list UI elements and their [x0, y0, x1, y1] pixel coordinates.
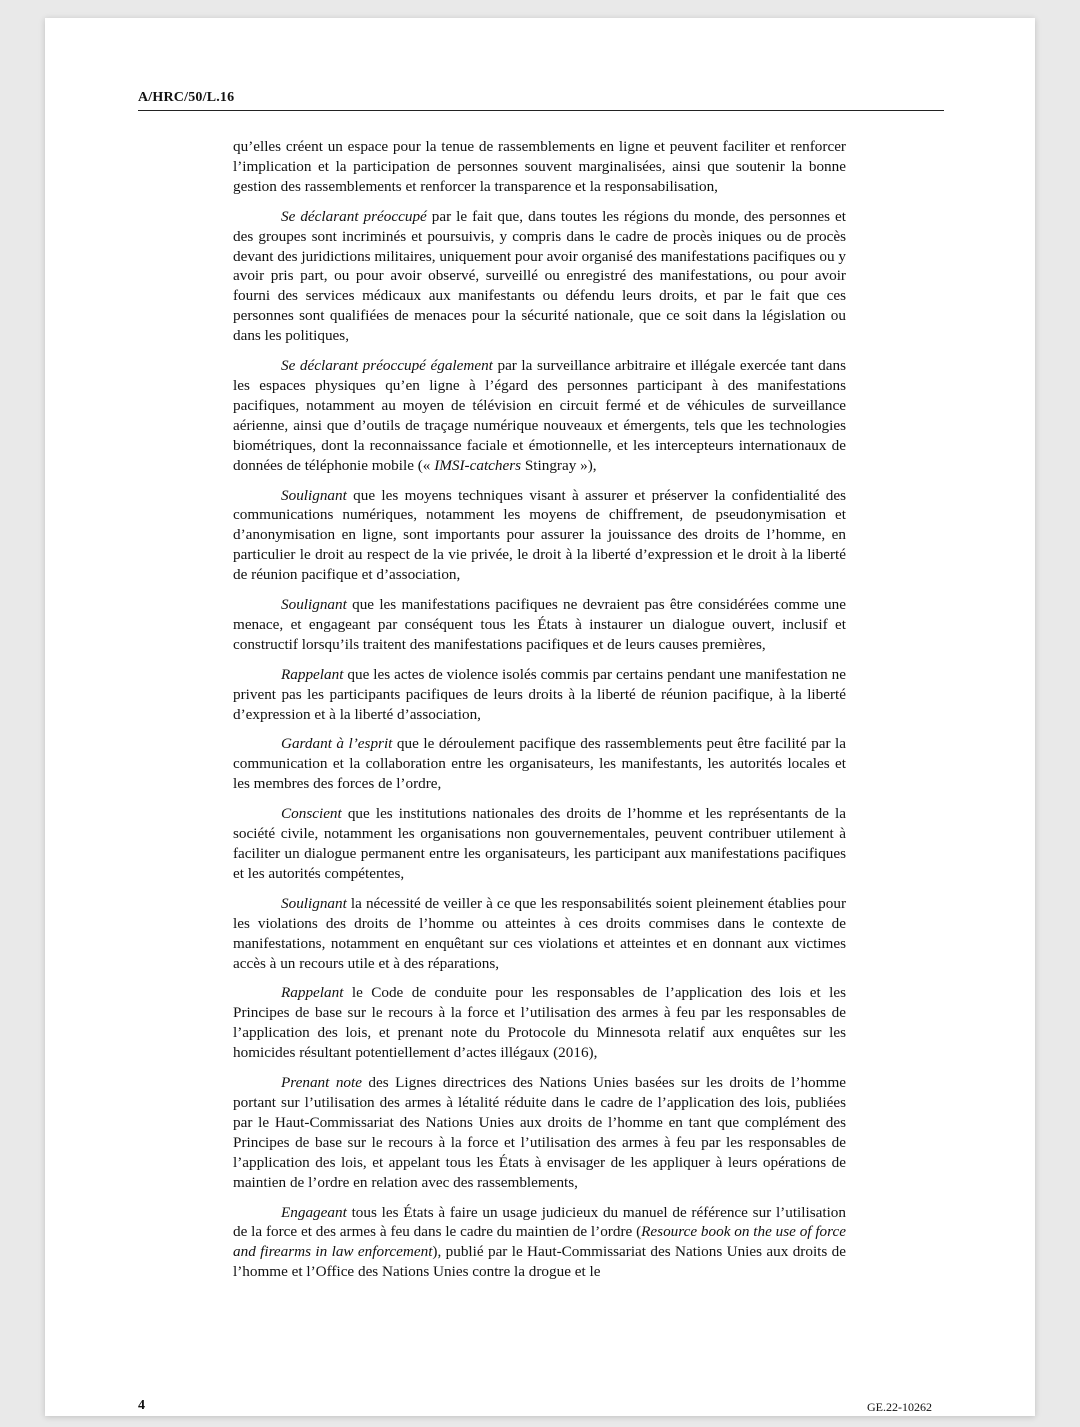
paragraph-text: la nécessité de veiller à ce que les responsabilités soient pleinement établies pour les violations des droits de l’homme ou atteintes à ces droits commises dans le contexte de manifestations, notamment en enquêtant sur ces violations et atteintes et en donnant aux victimes accès à un recours utile et à des réparations,	[233, 894, 846, 972]
document-code: GE.22-10262	[867, 1400, 932, 1414]
paragraph-lead: Conscient	[281, 805, 342, 823]
paragraph-text: par le fait que, dans toutes les régions du monde, des personnes et des groupes sont incriminés et poursuivis, y compris dans le cadre de procès iniques ou de procès devant des juridictions militaires, uniquement pour avoir organisé des manifestations pacifiques ou y avoir pris part, ou pour avoir observé, surveillé ou enregistré des manifestations, ou pour avoir fourni des services médicaux aux manifestants ou défendu leurs droits, et par le fait que ces personnes sont qualifiées de menaces pour la sécurité nationale, que ce soit dans la législation ou dans les politiques,	[233, 207, 846, 345]
paragraph-lead: Prenant note	[281, 1074, 362, 1092]
paragraph-soulignant-responsabilites	[233, 894, 846, 974]
paragraph-italic-term: Resource book on the use of force and firearms in law enforcement	[233, 1223, 846, 1261]
paragraph-rappelant-code-de-conduite	[233, 983, 846, 1063]
paragraph-text: des Lignes directrices des Nations Unies basées sur les droits de l’homme portant sur l’utilisation des armes à létalité réduite dans le cadre de l’application des lois, publiées par le Haut-Commissariat des Nations Unies aux droits de l’homme en tant que complément des Principes de base sur le recours à la force et l’utilisation des armes à feu par les responsables de l’application des lois, et appelant tous les États à envisager de les appliquer à leurs opérations de maintien de l’ordre en relation avec des rassemblements,	[233, 1074, 846, 1191]
paragraph-text: le Code de conduite pour les responsables de l’application des lois et les Principes de base sur le recours à la force et l’utilisation des armes à feu par les responsables de l’application des lois, et prenant note du Protocole du Minnesota relatif aux enquêtes sur les homicides résultant potentiellement d’actes illégaux (2016),	[233, 984, 846, 1062]
paragraph-lead: Se déclarant préoccupé également	[281, 357, 493, 375]
paragraph-se-declarant-preoccupe	[233, 207, 846, 346]
body-text	[233, 137, 846, 1292]
paragraph-prenant-note	[233, 1073, 846, 1192]
document-symbol: A/HRC/50/L.16	[138, 90, 235, 105]
paragraph-text: que le déroulement pacifique des rassemblements peut être facilité par la communication et la collaboration entre les organisateurs, les manifestants, les autorités locales et les membres des forces de l’ordre,	[233, 735, 847, 793]
paragraph-tail: ), publié par le Haut-Commissariat des Nations Unies aux droits de l’homme et l’Office des Nations Unies contre la drogue et le	[233, 1243, 846, 1281]
paragraph-soulignant-confidentialite	[233, 486, 846, 586]
paragraph-se-declarant-preoccupe-egalement	[233, 356, 846, 475]
paragraph-lead: Soulignant	[281, 486, 347, 504]
paragraph-engageant	[233, 1203, 846, 1283]
document-page	[45, 18, 1035, 1416]
paragraph-lead: Engageant	[281, 1203, 347, 1221]
paragraph-text: que les moyens techniques visant à assurer et préserver la confidentialité des communications numériques, notamment les moyens de chiffrement, de pseudonymisation et d’anonymisation en ligne, sont importants pour assurer la jouissance des droits de l’homme, en particulier le droit au respect de la vie privée, le droit à la liberté d’expression et le droit à la liberté de réunion pacifique et d’association,	[233, 486, 846, 584]
paragraph-lead: Se déclarant préoccupé	[281, 207, 427, 225]
paragraph-soulignant-menace	[233, 595, 846, 655]
paragraph-italic-term: IMSI-catchers	[434, 456, 522, 474]
header-rule	[138, 110, 944, 111]
paragraph-conscient	[233, 804, 846, 884]
paragraph-gardant-a-l-esprit	[233, 734, 846, 794]
paragraph-continuation	[233, 137, 846, 197]
paragraph-lead: Rappelant	[281, 984, 344, 1002]
paragraph-text: par la surveillance arbitraire et illégale exercée tant dans les espaces physiques qu’en ligne à l’égard des personnes participant à des manifestations pacifiques, notamment au moyen de télévision en circuit fermé et de véhicules de surveillance aérienne, ainsi que d’outils de traçage numérique nouveaux et émergents, tels que les technologies biométriques, dont la reconnaissance faciale et émotionnelle, et les intercepteurs internationaux de données de téléphonie mobile («	[233, 357, 847, 474]
paragraph-text: tous les États à faire un usage judicieux du manuel de référence sur l’utilisation de la force et des armes à feu dans le cadre du maintien de l’ordre (	[233, 1203, 846, 1241]
page-number: 4	[138, 1398, 145, 1413]
paragraph-text: que les manifestations pacifiques ne devraient pas être considérées comme une menace, et engageant par conséquent tous les États à instaurer un dialogue ouvert, inclusif et constructif lorsqu’ils traitent des manifestations pacifiques et de leurs causes premières,	[233, 596, 846, 653]
paragraph-lead: Rappelant	[281, 665, 344, 683]
paragraph-lead: Soulignant	[281, 894, 347, 912]
paragraph-lead: Soulignant	[281, 596, 347, 614]
paragraph-tail: Stingray »),	[521, 456, 597, 474]
paragraph-rappelant-violence	[233, 665, 846, 725]
paragraph-text: que les institutions nationales des droits de l’homme et les représentants de la société civile, notamment les organisations non gouvernementales, peuvent contribuer utilement à faciliter un dialogue permanent entre les organisateurs, les participant aux manifestations pacifiques et les autorités compétentes,	[233, 805, 846, 882]
paragraph-lead: Gardant à l’esprit	[281, 735, 393, 753]
paragraph-text: que les actes de violence isolés commis par certains pendant une manifestation ne privent pas les participants pacifiques de leurs droits à la liberté de réunion pacifique, à la liberté d’expression et à la liberté d’association,	[233, 665, 846, 723]
paragraph-text: qu’elles créent un espace pour la tenue de rassemblements en ligne et peuvent faciliter et renforcer l’implication et la participation de personnes souvent marginalisées, ainsi que soutenir la bonne gestion des rassemblements et renforcer la transparence et la responsabilisation,	[233, 138, 846, 195]
